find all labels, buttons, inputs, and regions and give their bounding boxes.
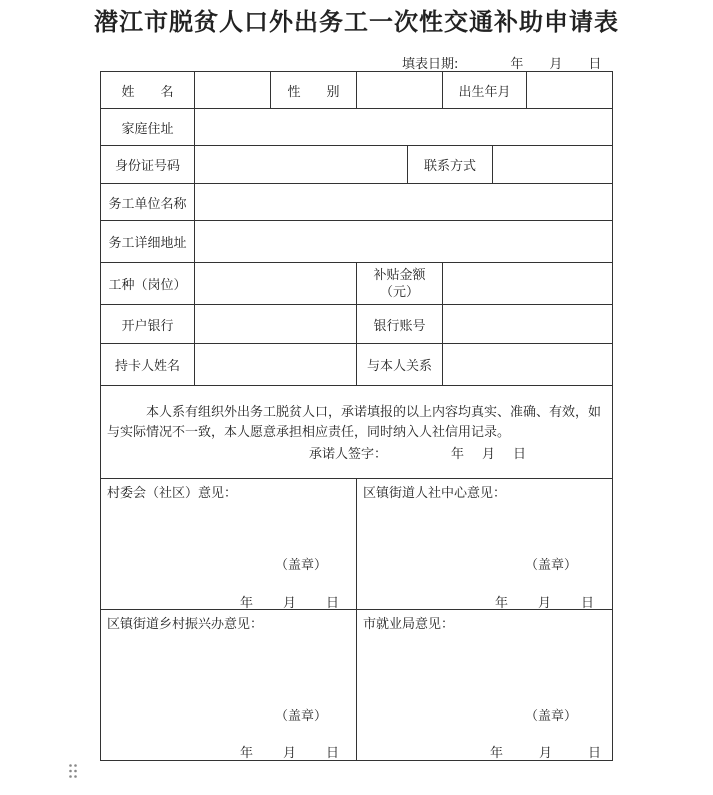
row-cardholder [101, 344, 613, 386]
employer-address-field[interactable] [195, 221, 613, 263]
subsidy-amount-text: 补贴金额 [373, 267, 426, 283]
bank-account-field[interactable] [443, 305, 613, 344]
village-committee-date: 年 月 日 [240, 596, 340, 610]
hr-center-seal: （盖章） [525, 558, 578, 573]
row-opinions-bottom [101, 610, 613, 761]
fill-date-label: 填表日期: [402, 57, 459, 72]
name-label: 姓 名 [101, 72, 195, 109]
row-pledge [101, 386, 613, 479]
contact-label: 联系方式 [408, 146, 493, 184]
relation-label: 与本人关系 [357, 344, 443, 386]
job-type-label: 工种（岗位） [101, 263, 195, 305]
village-committee-seal: （盖章） [275, 558, 328, 573]
fill-date-year: 年 [510, 57, 524, 72]
row-employer-address [101, 221, 613, 263]
row-id [101, 146, 613, 184]
employment-bureau-date: 年 月 日 [490, 746, 602, 761]
row-bank [101, 305, 613, 344]
fill-date [402, 53, 601, 72]
pledge-text: 本人系有组织外出务工脱贫人口，承诺填报的以上内容均真实、准确、有效，如与实际情况不一致，本人愿意承担相应责任，同时纳入人社信用记录。 [107, 405, 602, 440]
hr-center-date: 年 月 日 [495, 596, 595, 610]
bank-label: 开户银行 [101, 305, 195, 344]
village-committee-opinion[interactable] [101, 479, 357, 610]
village-committee-opinion-label: 村委会（社区）意见： [107, 486, 238, 501]
hr-center-opinion[interactable] [357, 479, 613, 610]
pledge-month: 月 [482, 447, 496, 462]
form-title: 潜江市脱贫人口外出务工一次性交通补助申请表 [94, 8, 619, 36]
rural-revitalization-seal: （盖章） [275, 709, 328, 724]
relation-field[interactable] [443, 344, 613, 386]
bank-account-label: 银行账号 [357, 305, 443, 344]
drag-handle-dots [68, 763, 78, 779]
fill-date-day: 日 [588, 57, 602, 72]
bank-field[interactable] [195, 305, 357, 344]
job-type-field[interactable] [195, 263, 357, 305]
pledge-year: 年 [451, 447, 465, 462]
rural-revitalization-opinion[interactable] [101, 610, 357, 761]
pledge-sign-label: 承诺人签字： [309, 447, 388, 462]
address-field[interactable] [195, 109, 613, 146]
subsidy-unit-text: （元） [379, 284, 419, 300]
rural-revitalization-date: 年 月 日 [240, 746, 340, 761]
cardholder-label: 持卡人姓名 [101, 344, 195, 386]
row-opinions-top [101, 479, 613, 610]
gender-field[interactable] [357, 72, 443, 109]
hr-center-opinion-label: 区镇街道人社中心意见： [363, 486, 507, 501]
pledge-signature [309, 443, 526, 462]
employer-name-field[interactable] [195, 184, 613, 221]
drag-handle-icon[interactable] [68, 763, 78, 779]
employer-address-label: 务工详细地址 [101, 221, 195, 263]
gender-label: 性 别 [271, 72, 357, 109]
cardholder-field[interactable] [195, 344, 357, 386]
row-address [101, 109, 613, 146]
contact-field[interactable] [493, 146, 613, 184]
row-job [101, 263, 613, 305]
row-employer-name [101, 184, 613, 221]
employment-bureau-seal: （盖章） [525, 709, 578, 724]
application-form-table [100, 71, 613, 761]
employer-name-label: 务工单位名称 [101, 184, 195, 221]
id-number-label: 身份证号码 [101, 146, 195, 184]
name-field[interactable] [195, 72, 271, 109]
address-label: 家庭住址 [101, 109, 195, 146]
birth-field[interactable] [527, 72, 613, 109]
pledge-day: 日 [513, 447, 527, 462]
subsidy-amount-field[interactable] [443, 263, 613, 305]
employment-bureau-opinion-label: 市就业局意见： [363, 617, 455, 632]
fill-date-month: 月 [549, 57, 563, 72]
subsidy-amount-label [357, 263, 443, 305]
employment-bureau-opinion[interactable] [357, 610, 613, 761]
id-number-field[interactable] [195, 146, 408, 184]
birth-label: 出生年月 [443, 72, 527, 109]
rural-revitalization-opinion-label: 区镇街道乡村振兴办意见： [107, 617, 264, 632]
row-basic-info [101, 72, 613, 109]
pledge-cell [101, 386, 613, 479]
